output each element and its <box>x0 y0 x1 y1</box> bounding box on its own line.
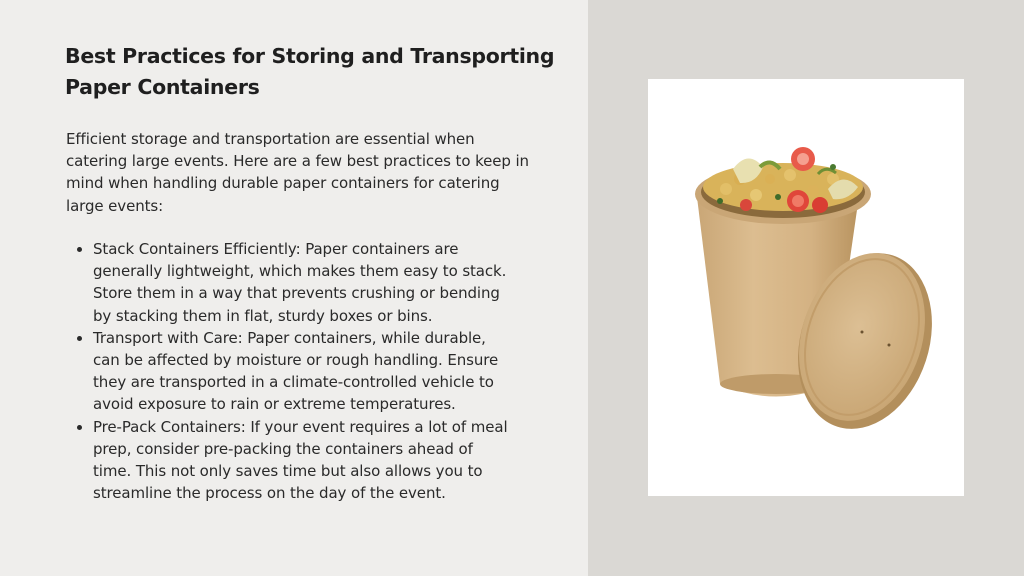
bullet-text: Pre-Pack Containers: If your event requires a lot of meal prep, consider pre-packing the containers ahead of time. This not only saves time but also allows you to streamline the process on the day of the event. <box>93 417 508 503</box>
salad-food <box>703 147 863 213</box>
slide-title: Best Practices for Storing and Transporting Paper Containers <box>65 44 555 99</box>
paper-container-illustration <box>648 79 964 496</box>
bullet-item-prepack <box>75 416 515 505</box>
bullet-list <box>75 238 515 504</box>
bullet-dot-icon <box>77 425 82 430</box>
bullet-dot-icon <box>77 336 82 341</box>
bullet-item-transport <box>75 327 515 416</box>
product-photo <box>648 79 964 496</box>
bullet-text: Transport with Care: Paper containers, while durable, can be affected by moisture or rough handling. Ensure they are transported in a climate-controlled vehicle to avoid exposure to rain or extreme temperatures. <box>93 328 499 414</box>
bullet-dot-icon <box>77 247 82 252</box>
intro-paragraph: Efficient storage and transportation are essential when catering large events. Here are a few best practices to keep in mind when handling durable paper containers for catering large events: <box>66 130 529 215</box>
bullet-item-stack <box>75 238 515 327</box>
bullet-text: Stack Containers Efficiently: Paper containers are generally lightweight, which makes them easy to stack. Store them in a way that prevents crushing or bending by stacking them in flat, sturdy boxes or bins. <box>93 240 507 325</box>
